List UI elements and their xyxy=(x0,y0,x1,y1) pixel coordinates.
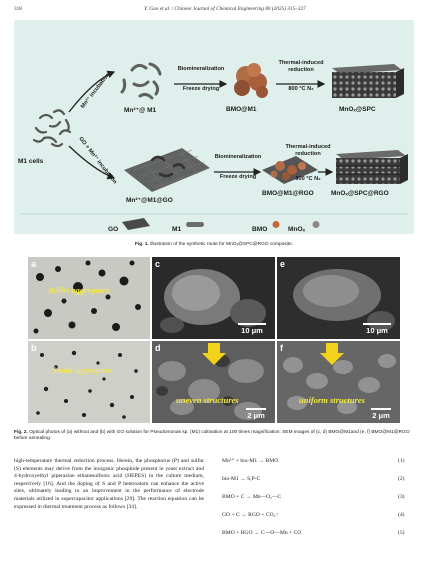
mn-m1-bacteria xyxy=(122,64,160,98)
panel-c-letter: c xyxy=(155,259,161,269)
legend-go-label: GO xyxy=(108,226,119,233)
figure-2-caption xyxy=(14,430,414,443)
label-m1-cells: M1 cells xyxy=(18,158,44,165)
equation-5-number: (5) xyxy=(398,530,405,536)
equation-4: GO + C → RGO + CO₂↑ xyxy=(222,512,279,518)
mnox-spc-block xyxy=(332,64,404,98)
legend-bmo-label: BMO xyxy=(252,226,268,233)
panel-d-annotation: uneven structures xyxy=(176,395,239,405)
label-reduction-bottom: reduction xyxy=(295,151,321,157)
panel-c-sem xyxy=(152,257,275,339)
label-bmo-m1: BMO@M1 xyxy=(226,106,257,113)
panel-d-sem xyxy=(152,341,275,423)
body-left-column: high-temperature thermal reduction process. Herein, the phosphorus (P) and sulfur (S) elements may derive from the inorganic phosphide present in yeast extract and 4-hydroxyethyl piperazine ethanesulfonic acid (HEPES) in the culture medium, respectively [16]. And the doping of S and P heteroatom can enhance the active sites, ultimately leading to an improvement in the performance of electrode materials utilized in supercapacitor applications [29]. The reaction equation can be expressed in thermal treatment process as follows [34]. xyxy=(14,458,204,510)
panel-f-scale-bar xyxy=(368,408,394,420)
equation-3: BMO + C → Mn—Oₓ—C xyxy=(222,494,282,500)
legend-m1-icon xyxy=(186,222,204,227)
label-mnox-spc-rgo: MnOₓ@SPC@RGO xyxy=(331,190,389,197)
panel-f-annotation: uniform structures xyxy=(299,395,365,405)
panel-a-letter: a xyxy=(31,259,37,269)
panel-f-letter: f xyxy=(280,343,283,353)
figure-1-caption-label: Fig. 1. xyxy=(134,242,149,247)
equation-1-number: (1) xyxy=(398,458,405,464)
legend-mnox-icon xyxy=(313,221,320,228)
label-mn-incubation: Mn²⁺ incubation xyxy=(80,72,112,110)
figure-1-caption xyxy=(14,242,414,247)
mnox-spc-rgo-block xyxy=(336,150,408,184)
panel-f-sem xyxy=(277,341,400,423)
figure-1-scheme xyxy=(14,20,414,234)
page-number: 318 xyxy=(14,6,22,12)
panel-b-annotation: Small aggregates xyxy=(52,365,113,375)
label-mnox-spc: MnOₓ@SPC xyxy=(339,106,376,113)
panel-e-sem xyxy=(277,257,400,339)
panel-a-annotation: Bullet aggregates xyxy=(48,285,110,295)
equation-3-number: (3) xyxy=(398,494,405,500)
label-temp-top: 800 °C N₂ xyxy=(288,86,314,92)
panel-b-letter: b xyxy=(31,343,37,353)
running-header: Y. Gao et al. / Chinese Journal of Chemical Engineering 80 (2025) 315–327 xyxy=(144,6,306,12)
label-freeze-bottom: Freeze drying xyxy=(219,174,257,180)
panel-a-optical xyxy=(28,257,150,339)
equation-5: BMO + RGO → C—O—Mn + CO xyxy=(222,530,302,536)
panel-c-scale-label: 10 μm xyxy=(241,326,263,335)
label-mn-m1-go: Mn²⁺@M1@GO xyxy=(126,197,173,204)
panel-d-letter: d xyxy=(155,343,161,353)
panel-e-scale-bar xyxy=(360,323,394,335)
legend-m1-label: M1 xyxy=(172,226,182,233)
panel-d-scale-label: 2 μm xyxy=(247,411,265,420)
panel-a-aggregates xyxy=(28,257,150,339)
label-mn-m1: Mn²⁺@ M1 xyxy=(124,107,157,114)
panel-b-aggregates xyxy=(28,341,150,423)
label-bmo-m1-rgo: BMO@M1@RGO xyxy=(262,190,314,197)
figure-1-caption-text: Illustration of the synthetic route for MnOₓ@SPC@RGO composite. xyxy=(150,242,294,247)
panel-d-scale-bar xyxy=(243,408,269,420)
panel-c-scale-bar xyxy=(235,323,269,335)
label-biomin-bottom: Biomineralization xyxy=(214,154,262,160)
label-temp-bottom: 800 °C N₂ xyxy=(295,176,321,182)
legend-mnox-label: MnOₓ xyxy=(288,226,306,233)
equation-4-number: (4) xyxy=(398,512,405,518)
panel-e-scale-label: 10 μm xyxy=(366,326,388,335)
label-reduction-top: reduction xyxy=(288,67,314,73)
legend-bmo-icon xyxy=(273,221,280,228)
figure-2-caption-text: Optical photos of (a) without and (b) with GO solution for Pseudomonas sp. (M1) cultivation at 100 times magnification. SEM images of (c, d) BMO@M1and (e, f) BMO@M1@RGO before annealing. xyxy=(14,430,410,442)
label-thermal-bottom: Thermal-induced xyxy=(285,144,331,150)
label-freeze-top: Freeze drying xyxy=(182,86,220,92)
label-thermal-top: Thermal-induced xyxy=(278,60,324,66)
scheme-graphics xyxy=(14,20,414,234)
panel-e-letter: e xyxy=(280,259,286,269)
label-biomin-top: Biomineralization xyxy=(177,66,225,72)
label-go-mn-incubation: GO + Mn²⁺ incubation xyxy=(77,136,118,186)
bmo-m1-cluster xyxy=(234,63,268,98)
panel-f-scale-label: 2 μm xyxy=(372,411,390,420)
figure-2-caption-label: Fig. 2. xyxy=(14,430,28,435)
m1-cells-cluster xyxy=(34,110,70,146)
go-sheet-bacteria xyxy=(124,148,210,192)
equation-2-number: (2) xyxy=(398,476,405,482)
equation-1: Mn²⁺ + bio-M1 → BMO xyxy=(222,458,279,464)
panel-b-optical xyxy=(28,341,150,423)
equation-2: bio-M1 → S,P-C xyxy=(222,476,261,482)
legend-go-icon xyxy=(122,218,150,230)
